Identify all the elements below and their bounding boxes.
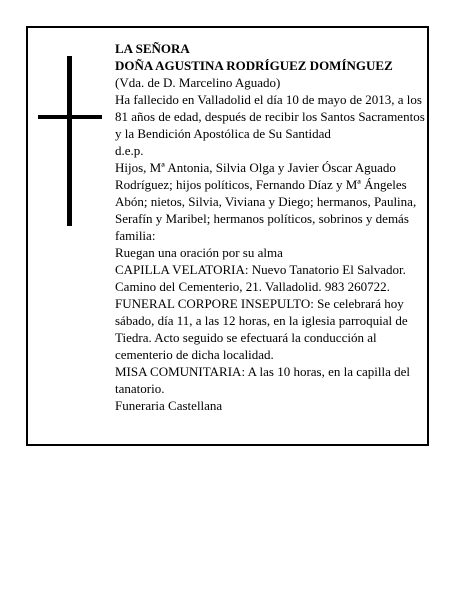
funeral-info: FUNERAL CORPORE INSEPULTO: Se celebrará hoy sábado, día 11, a las 12 horas, en la iglesia parroquial de Tiedra. Acto seguido se efectuará la conducción al cementerio de dicha localidad. <box>115 296 408 362</box>
cross-vertical-bar <box>67 56 72 226</box>
notice-text-block <box>115 40 425 414</box>
obituary-notice <box>26 26 429 446</box>
family-list: Hijos, Mª Antonia, Silvia Olga y Javier Óscar Aguado Rodríguez; hijos políticos, Fernando Díaz y Mª Ángeles Abón; nietos, Silvia, Viviana y Diego; hermanos, Paulina, Serafín y Maribel; hermanos políticos, sobrinos y demás familia: <box>115 160 417 243</box>
deceased-name: DOÑA AGUSTINA RODRÍGUEZ DOMÍNGUEZ <box>115 58 393 73</box>
widow-of-line: (Vda. de D. Marcelino Aguado) <box>115 75 281 90</box>
mass-info: MISA COMUNITARIA: A las 10 horas, en la capilla del tanatorio. <box>115 364 411 396</box>
prayer-request: Ruegan una oración por su alma <box>115 245 283 260</box>
funeral-home: Funeraria Castellana <box>115 398 223 413</box>
death-announcement: Ha fallecido en Valladolid el día 10 de mayo de 2013, a los 81 años de edad, después de recibir los Santos Sacramentos y la Bendición Apostólica de Su Santidad <box>115 92 425 141</box>
cross-icon <box>38 56 102 226</box>
rip-line: d.e.p. <box>115 143 144 158</box>
notice-title: LA SEÑORA <box>115 41 190 56</box>
cross-horizontal-bar <box>38 115 102 119</box>
chapel-info: CAPILLA VELATORIA: Nuevo Tanatorio El Salvador. Camino del Cementerio, 21. Valladolid. 983 260722. <box>115 262 406 294</box>
